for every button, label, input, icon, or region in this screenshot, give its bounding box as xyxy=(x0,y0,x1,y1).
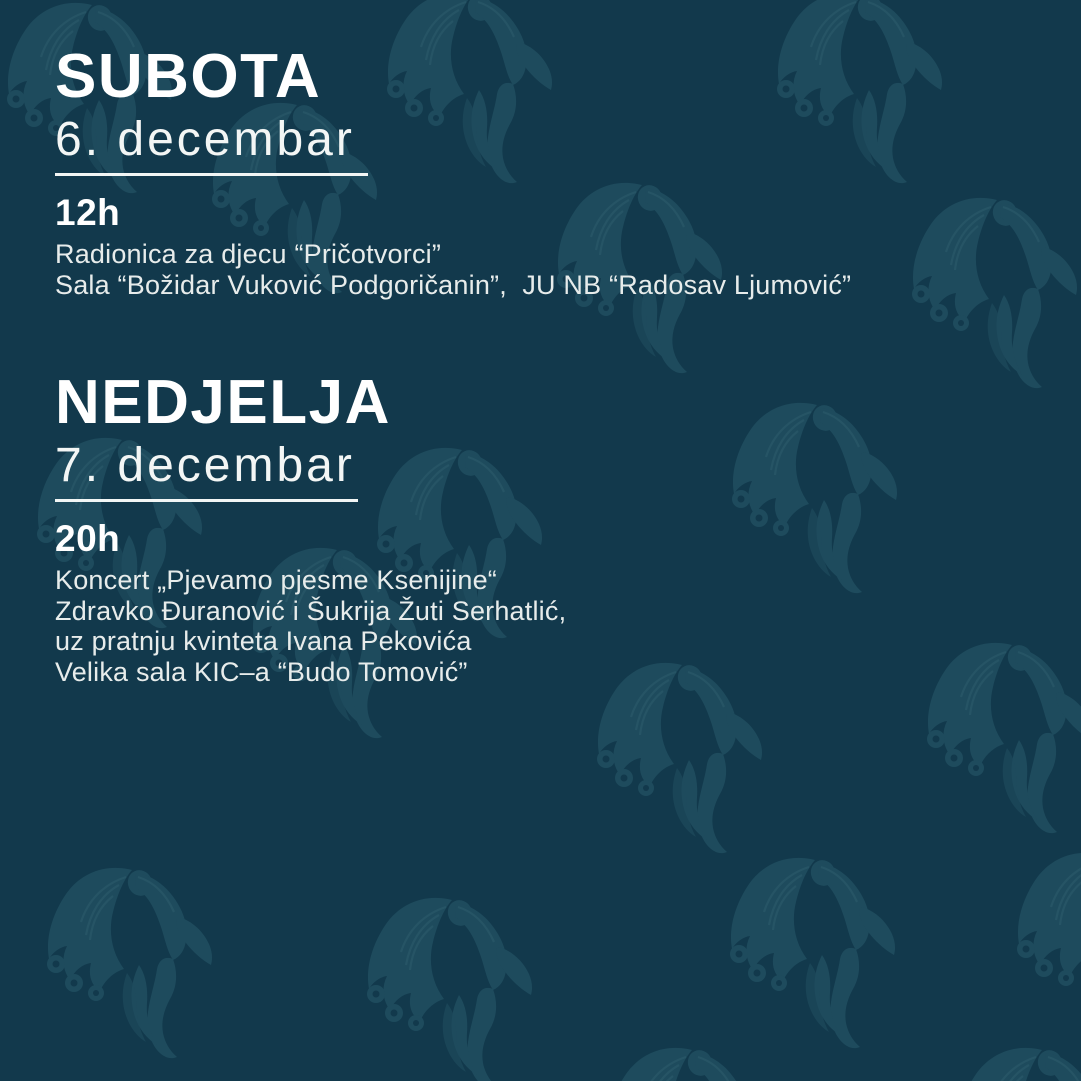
divider-line xyxy=(55,499,358,502)
dancer-figure xyxy=(730,856,895,1048)
dancer-figure xyxy=(597,661,762,853)
dancer-figure xyxy=(957,1046,1081,1081)
time-heading: 12h xyxy=(55,192,121,233)
event-detail-line: Velika sala KIC–a “Budo Tomović” xyxy=(55,656,468,687)
event-detail-line: uz pratnju kvinteta Ivana Pekovića xyxy=(55,626,472,656)
event-details xyxy=(55,565,566,687)
event-section-saturday xyxy=(55,42,852,300)
dancer-figure xyxy=(47,866,212,1058)
dancer-figure xyxy=(367,896,532,1081)
event-detail-line: Zdravko Đuranović i Šukrija Žuti Serhatlić, xyxy=(55,595,567,626)
dancer-figure xyxy=(912,196,1077,388)
time-heading: 20h xyxy=(55,518,121,559)
event-section-sunday xyxy=(55,368,567,687)
dancer-figure xyxy=(1017,851,1081,1043)
dancer-figure xyxy=(607,1046,772,1081)
event-detail-line: Radionica za djecu “Pričotvorci” xyxy=(55,239,442,269)
event-details xyxy=(55,239,851,300)
divider-line xyxy=(55,173,368,176)
dancer-figure xyxy=(927,641,1081,833)
dancer-figure xyxy=(732,401,897,593)
event-detail-line: Sala “Božidar Vuković Podgoričanin”, JU NB “Radosav Ljumović” xyxy=(55,269,852,300)
day-heading: NEDJELJA xyxy=(55,368,391,437)
date-subheading: 7. decembar xyxy=(55,439,355,492)
event-detail-line: Koncert „Pjevamo pjesme Ksenijine“ xyxy=(55,565,497,595)
day-heading: SUBOTA xyxy=(55,42,322,111)
date-subheading: 6. decembar xyxy=(55,113,355,166)
